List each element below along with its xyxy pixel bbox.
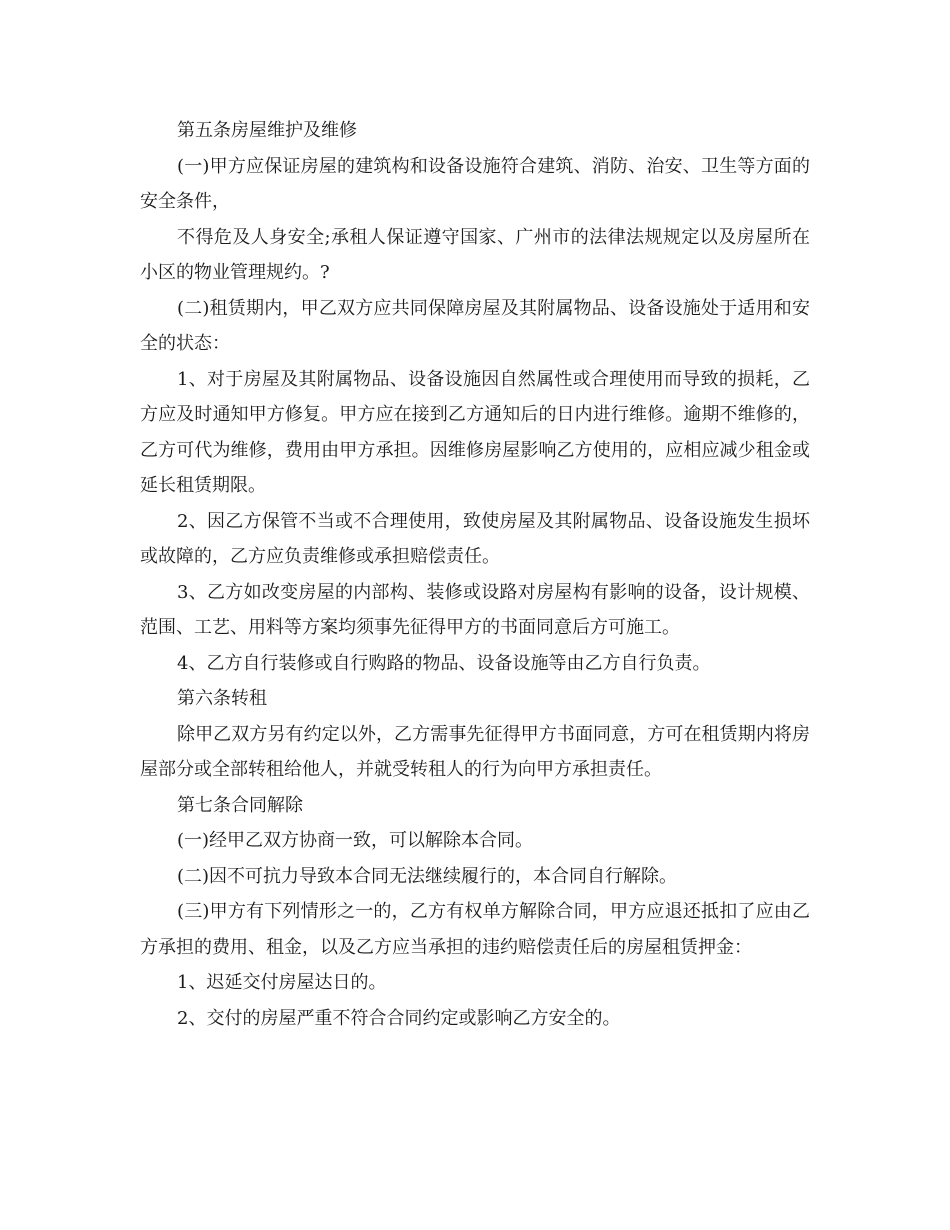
paragraph: (一)甲方应保证房屋的建筑构和设备设施符合建筑、消防、治安、卫生等方面的安全条件， [140,155,810,212]
paragraph: 2、交付的房屋严重不符合合同约定或影响乙方安全的。 [177,1007,621,1029]
paragraph: (一)经甲乙双方协商一致，可以解除本合同。 [177,830,534,851]
paragraph: 除甲乙双方另有约定以外，乙方需事先征得甲方书面同意，方可在租赁期内将房屋部分或全部转租给他人，并就受转租人的行为向甲方承担责任。 [140,723,810,780]
section-heading-6: 第六条转租 [177,688,267,709]
section-heading-7: 第七条合同解除 [177,794,303,816]
section-heading-5: 第五条房屋维护及维修 [177,120,357,141]
paragraph: (三)甲方有下列情形之一的，乙方有权单方解除合同，甲方应退还抵扣了应由乙方承担的费用、租金，以及乙方应当承担的违约赔偿责任后的房屋租赁押金： [140,901,810,958]
paragraph: (二)租赁期内，甲乙双方应共同保障房屋及其附属物品、设备设施处于适用和安全的状态： [140,297,810,354]
paragraph: 1、迟延交付房屋达日的。 [177,972,387,993]
paragraph: 4、乙方自行装修或自行购路的物品、设备设施等由乙方自行负责。 [177,652,711,674]
document-body [140,113,810,1036]
paragraph: 2、因乙方保管不当或不合理使用，致使房屋及其附属物品、设备设施发生损坏或故障的，乙方应负责维修或承担赔偿责任。 [140,510,810,567]
paragraph: 不得危及人身安全;承租人保证遵守国家、广州市的法律法规规定以及房屋所在小区的物业管理规约。? [140,226,810,283]
paragraph: (二)因不可抗力导致本合同无法继续履行的，本合同自行解除。 [177,865,678,887]
paragraph: 1、对于房屋及其附属物品、设备设施因自然属性或合理使用而导致的损耗，乙方应及时通知甲方修复。甲方应在接到乙方通知后的日内进行维修。逾期不维修的，乙方可代为维修，费用由甲方承担。因维修房屋影响乙方使用的，应相应减少租金或延长租赁期限。 [140,368,810,496]
paragraph: 3、乙方如改变房屋的内部构、装修或设路对房屋构有影响的设备，设计规模、范围、工艺、用料等方案均须事先征得甲方的书面同意后方可施工。 [140,581,810,638]
